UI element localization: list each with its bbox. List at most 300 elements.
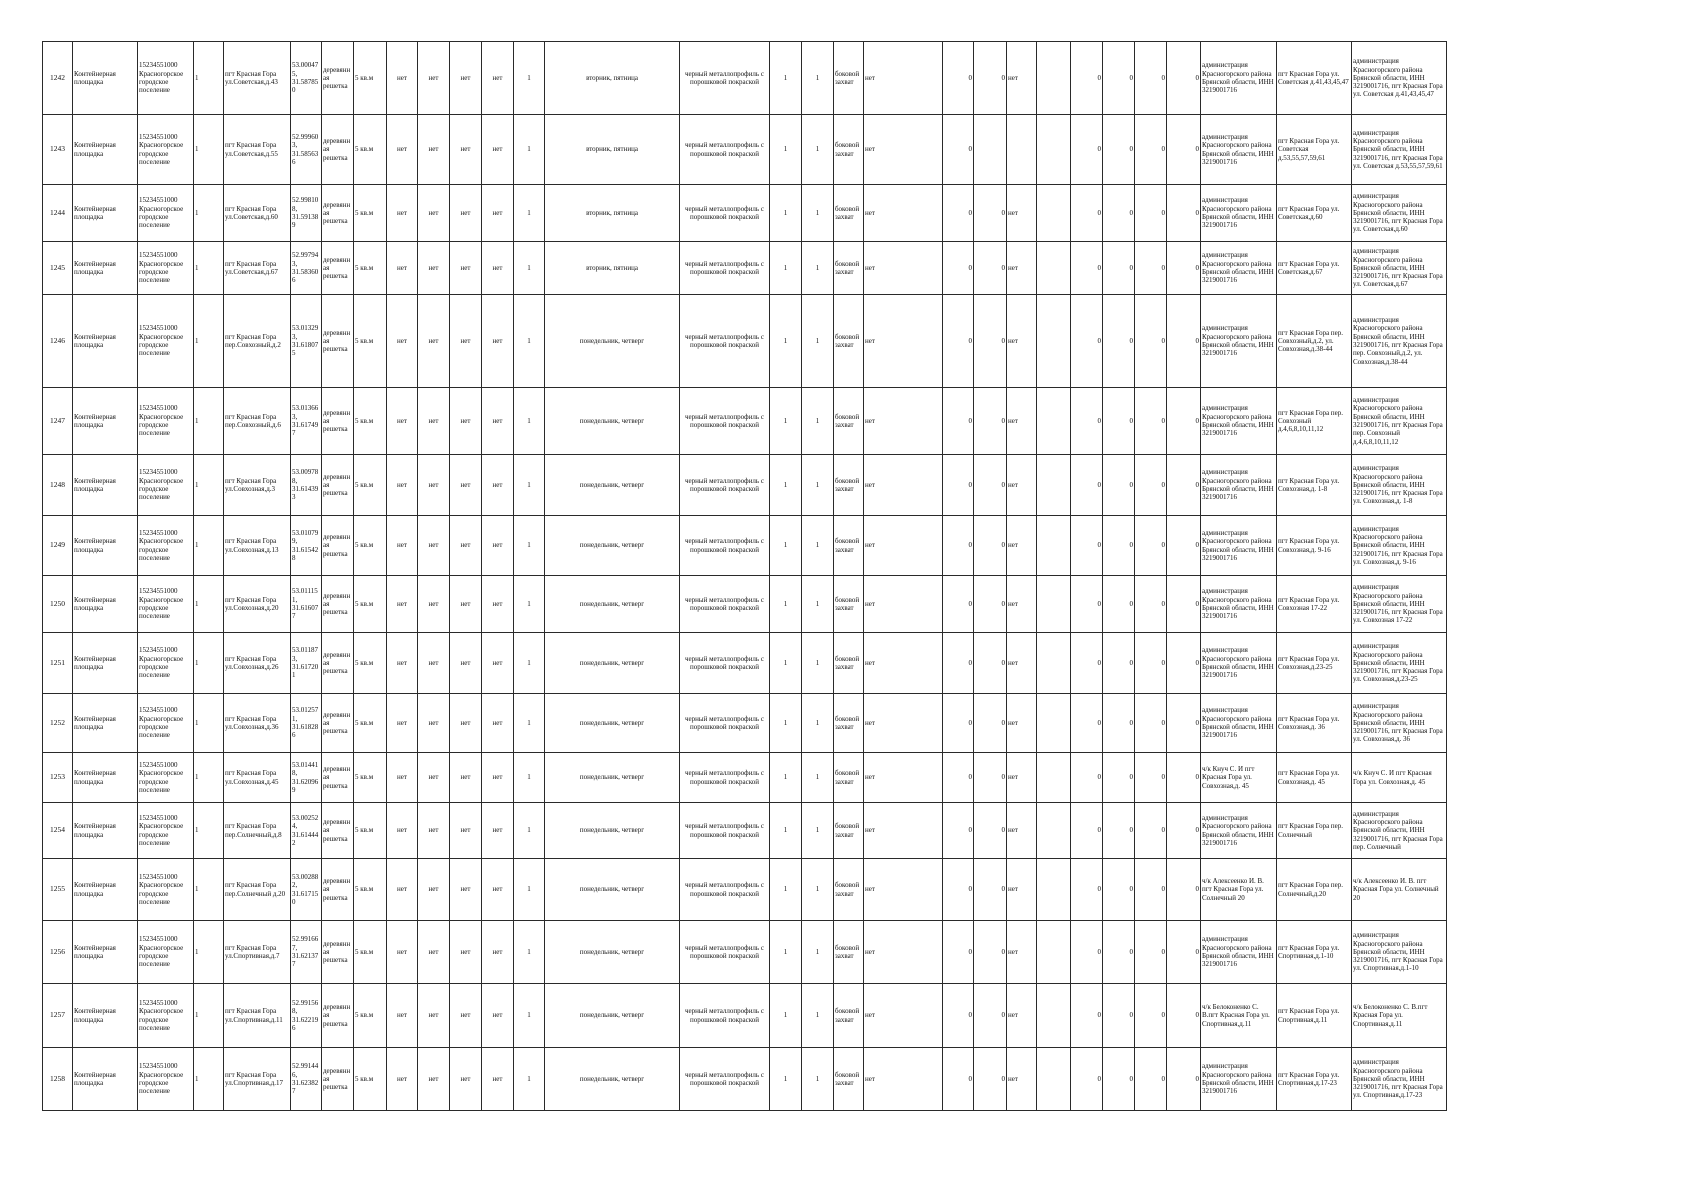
table-row [43,516,1447,576]
cell-owner: администрация Красногорского района Брянской области, ИНН 3219001716 [1201,921,1277,984]
cell-z4: 0 [1103,984,1135,1048]
cell-k2: 1 [802,242,834,295]
cell-f5: нет [864,388,943,455]
cell-z1: 0 [943,694,974,753]
cell-coords: 53.013293, 31.618075 [291,295,322,388]
cell-num: 1250 [43,576,73,633]
cell-f2: нет [418,633,450,694]
table-row [43,803,1447,859]
cell-days: понедельник, четверг [545,295,680,388]
cell-f5: нет [864,185,943,242]
cell-coords: 52.991446, 31.623827 [291,1048,322,1111]
cell-blank [1037,455,1071,516]
cell-k2: 1 [802,516,834,576]
cell-z2 [974,115,1007,185]
cell-f2: нет [418,388,450,455]
cell-coords: 53.013663, 31.617497 [291,388,322,455]
cell-num: 1258 [43,1048,73,1111]
cell-z3: 0 [1071,803,1103,859]
cell-area: 5 кв.м [354,242,387,295]
cell-f1: нет [387,576,418,633]
cell-z6: 0 [1167,1048,1201,1111]
cell-k2: 1 [802,1048,834,1111]
cell-f4: нет [482,185,514,242]
cell-source: администрация Красногорского района Брянской области, ИНН 3219001716, пгт Красная Гора пер. Совхозный д.4,6,8,10,11,12 [1352,388,1447,455]
cell-f4: нет [482,1048,514,1111]
cell-f2: нет [418,516,450,576]
cell-z4: 0 [1103,295,1135,388]
cell-oktmo: 15234551000 Красногорское городское поселение [138,859,194,921]
cell-blank [1037,185,1071,242]
cell-k1: 1 [770,753,802,803]
table-row [43,1048,1447,1111]
cell-z3: 0 [1071,42,1103,115]
cell-pickup: боковой захват [834,455,864,516]
cell-z5: 0 [1135,1048,1167,1111]
cell-f2: нет [418,455,450,516]
cell-z3: 0 [1071,455,1103,516]
cell-surface: деревянная решетка [322,803,354,859]
cell-f3: нет [450,984,482,1048]
cell-address: пгт Красная Гора пер.Солнечный д.20 [224,859,291,921]
cell-source: администрация Красногорского района Брянской области, ИНН 3219001716, пгт Красная Гора ул. Совхозная,д.23-25 [1352,633,1447,694]
cell-f6: нет [1007,516,1037,576]
cell-num: 1251 [43,633,73,694]
cell-type: Контейнерная площадка [73,633,138,694]
cell-days: вторник, пятница [545,115,680,185]
cell-days: вторник, пятница [545,185,680,242]
cell-z6: 0 [1167,633,1201,694]
cell-z4: 0 [1103,576,1135,633]
cell-z6: 0 [1167,185,1201,242]
cell-pickup: боковой захват [834,694,864,753]
cell-f1: нет [387,753,418,803]
cell-type: Контейнерная площадка [73,455,138,516]
cell-z1: 0 [943,921,974,984]
cell-z1: 0 [943,1048,974,1111]
cell-source: администрация Красногорского района Брянской области, ИНН 3219001716, пгт Красная Гора ул. Советская д.53,55,57,59,61 [1352,115,1447,185]
cell-f1: нет [387,859,418,921]
cell-f4: нет [482,455,514,516]
cell-material: черный металлопрофиль с порошковой покраской [680,295,770,388]
cell-oktmo: 15234551000 Красногорское городское поселение [138,576,194,633]
cell-f2: нет [418,42,450,115]
cell-f6: нет [1007,576,1037,633]
cell-z2: 0 [974,984,1007,1048]
cell-type: Контейнерная площадка [73,115,138,185]
cell-k1: 1 [770,295,802,388]
cell-served: пгт Красная Гора ул. Совхозная,д.23-25 [1277,633,1352,694]
cell-f5: нет [864,516,943,576]
cell-address: пгт Красная Гора ул.Совхозная,д.20 [224,576,291,633]
cell-days: понедельник, четверг [545,803,680,859]
cell-f6: нет [1007,185,1037,242]
cell-area: 5 кв.м [354,185,387,242]
cell-z3: 0 [1071,576,1103,633]
cell-days: понедельник, четверг [545,516,680,576]
cell-z4: 0 [1103,859,1135,921]
cell-z2: 0 [974,576,1007,633]
cell-f2: нет [418,694,450,753]
cell-address: пгт Красная Гора пер.Совхозный,д.2 [224,295,291,388]
table-row [43,295,1447,388]
cell-oktmo: 15234551000 Красногорское городское поселение [138,984,194,1048]
cell-pickup: боковой захват [834,1048,864,1111]
cell-z6: 0 [1167,803,1201,859]
table-row [43,388,1447,455]
cell-z2: 0 [974,803,1007,859]
cell-z6: 0 [1167,694,1201,753]
cell-f2: нет [418,859,450,921]
cell-z1: 0 [943,388,974,455]
cell-surface: деревянная решетка [322,185,354,242]
cell-source: ч/к Белоконенко С. В.пгт Красная Гора ул. Спортивная,д.11 [1352,984,1447,1048]
cell-z5: 0 [1135,185,1167,242]
cell-z2: 0 [974,455,1007,516]
cell-num: 1247 [43,388,73,455]
cell-owner: ч/к Кнуч С. И пгт Красная Гора ул. Совхозная,д. 45 [1201,753,1277,803]
cell-f2: нет [418,242,450,295]
cell-z1: 0 [943,42,974,115]
cell-surface: деревянная решетка [322,242,354,295]
cell-cnt: 1 [514,803,545,859]
cell-z5: 0 [1135,455,1167,516]
cell-days: понедельник, четверг [545,633,680,694]
cell-f1: нет [387,185,418,242]
cell-area: 5 кв.м [354,984,387,1048]
cell-f3: нет [450,455,482,516]
cell-f2: нет [418,921,450,984]
table-row [43,576,1447,633]
table-row [43,984,1447,1048]
cell-cnt: 1 [514,295,545,388]
cell-f3: нет [450,803,482,859]
cell-oktmo: 15234551000 Красногорское городское поселение [138,694,194,753]
cell-z4: 0 [1103,455,1135,516]
cell-cnt: 1 [514,42,545,115]
cell-z1: 0 [943,859,974,921]
cell-z3: 0 [1071,633,1103,694]
cell-z4: 0 [1103,185,1135,242]
cell-z6: 0 [1167,42,1201,115]
cell-owner: администрация Красногорского района Брянской области, ИНН 3219001716 [1201,115,1277,185]
cell-material: черный металлопрофиль с порошковой покраской [680,516,770,576]
cell-days: понедельник, четверг [545,984,680,1048]
cell-num: 1252 [43,694,73,753]
cell-f3: нет [450,242,482,295]
cell-num: 1244 [43,185,73,242]
cell-k2: 1 [802,185,834,242]
cell-owner: администрация Красногорского района Брянской области, ИНН 3219001716 [1201,694,1277,753]
cell-type: Контейнерная площадка [73,516,138,576]
cell-area: 5 кв.м [354,803,387,859]
cell-material: черный металлопрофиль с порошковой покраской [680,242,770,295]
cell-z4: 0 [1103,1048,1135,1111]
cell-owner: ч/к Белоконенко С. В.пгт Красная Гора ул. Спортивная,д.11 [1201,984,1277,1048]
cell-z2: 0 [974,1048,1007,1111]
cell-f5: нет [864,803,943,859]
cell-type: Контейнерная площадка [73,984,138,1048]
cell-z5: 0 [1135,694,1167,753]
cell-surface: деревянная решетка [322,576,354,633]
cell-k1: 1 [770,455,802,516]
cell-z1: 0 [943,516,974,576]
cell-f6: нет [1007,295,1037,388]
cell-type: Контейнерная площадка [73,753,138,803]
cell-f4: нет [482,242,514,295]
cell-source: администрация Красногорского района Брянской области, ИНН 3219001716, пгт Красная Гора ул. Совхозная,д. 9-16 [1352,516,1447,576]
cell-address: пгт Красная Гора ул.Совхозная,д.3 [224,455,291,516]
cell-z6: 0 [1167,984,1201,1048]
cell-surface: деревянная решетка [322,295,354,388]
cell-material: черный металлопрофиль с порошковой покраской [680,921,770,984]
cell-served: пгт Красная Гора ул. Совхозная,д. 36 [1277,694,1352,753]
cell-address: пгт Красная Гора ул.Советская,д.60 [224,185,291,242]
cell-oktmo: 15234551000 Красногорское городское поселение [138,185,194,242]
cell-z3: 0 [1071,1048,1103,1111]
cell-type: Контейнерная площадка [73,803,138,859]
cell-z2: 0 [974,921,1007,984]
cell-material: черный металлопрофиль с порошковой покраской [680,388,770,455]
cell-z4: 0 [1103,803,1135,859]
cell-coords: 53.012571, 31.618286 [291,694,322,753]
cell-f5: нет [864,455,943,516]
table-row [43,694,1447,753]
cell-type: Контейнерная площадка [73,242,138,295]
cell-k1: 1 [770,516,802,576]
cell-owner: администрация Красногорского района Брянской области, ИНН 3219001716 [1201,1048,1277,1111]
cell-area: 5 кв.м [354,859,387,921]
cell-source: администрация Красногорского района Брянской области, ИНН 3219001716, пгт Красная Гора пер. Совхозный,д.2, ул. Совхозная,д.38-44 [1352,295,1447,388]
cell-material: черный металлопрофиль с порошковой покраской [680,115,770,185]
cell-coords: 53.000475, 31.587850 [291,42,322,115]
cell-z5: 0 [1135,859,1167,921]
cell-type: Контейнерная площадка [73,388,138,455]
cell-z6: 0 [1167,295,1201,388]
cell-k1: 1 [770,803,802,859]
cell-f6: нет [1007,455,1037,516]
cell-f2: нет [418,984,450,1048]
cell-z3: 0 [1071,388,1103,455]
cell-z2: 0 [974,753,1007,803]
cell-k2: 1 [802,388,834,455]
cell-oktmo: 15234551000 Красногорское городское поселение [138,455,194,516]
cell-cnt: 1 [514,633,545,694]
cell-surface: деревянная решетка [322,694,354,753]
cell-served: пгт Красная Гора ул. Советская,д.67 [1277,242,1352,295]
cell-pickup: боковой захват [834,242,864,295]
cell-k1: 1 [770,921,802,984]
cell-served: пгт Красная Гора ул. Советская д.41,43,45,47 [1277,42,1352,115]
cell-k2: 1 [802,921,834,984]
cell-z5: 0 [1135,295,1167,388]
cell-f6 [1007,115,1037,185]
cell-served: пгт Красная Гора пер. Солнечный,д.20 [1277,859,1352,921]
cell-days: вторник, пятница [545,242,680,295]
cell-z5: 0 [1135,42,1167,115]
cell-f5: нет [864,633,943,694]
cell-cnt: 1 [514,516,545,576]
cell-blank [1037,694,1071,753]
cell-f5: нет [864,984,943,1048]
cell-pickup: боковой захват [834,921,864,984]
cell-z6: 0 [1167,388,1201,455]
cell-f6: нет [1007,859,1037,921]
cell-z3: 0 [1071,753,1103,803]
cell-address: пгт Красная Гора ул.Совхозная,д.36 [224,694,291,753]
cell-f3: нет [450,516,482,576]
cell-pickup: боковой захват [834,984,864,1048]
cell-z1: 0 [943,753,974,803]
cell-owner: администрация Красногорского района Брянской области, ИНН 3219001716 [1201,576,1277,633]
cell-source: администрация Красногорского района Брянской области, ИНН 3219001716, пгт Красная Гора ул. Совхозная,д. 1-8 [1352,455,1447,516]
cell-pickup: боковой захват [834,295,864,388]
cell-area: 5 кв.м [354,921,387,984]
cell-blank [1037,753,1071,803]
cell-surface: деревянная решетка [322,1048,354,1111]
cell-z3: 0 [1071,859,1103,921]
cell-z6: 0 [1167,242,1201,295]
cell-f1: нет [387,921,418,984]
cell-source: администрация Красногорского района Брянской области, ИНН 3219001716, пгт Красная Гора ул. Советская д.41,43,45,47 [1352,42,1447,115]
cell-k2: 1 [802,984,834,1048]
cell-f4: нет [482,516,514,576]
cell-cnt: 1 [514,115,545,185]
cell-z5: 0 [1135,921,1167,984]
cell-f4: нет [482,633,514,694]
cell-z5: 0 [1135,388,1167,455]
table-body [43,42,1447,1111]
cell-days: понедельник, четверг [545,859,680,921]
cell-days: понедельник, четверг [545,388,680,455]
cell-coords: 52.999603, 31.585636 [291,115,322,185]
cell-coords: 53.002524, 31.614442 [291,803,322,859]
cell-f5: нет [864,576,943,633]
cell-z2: 0 [974,185,1007,242]
cell-qty: 1 [194,633,224,694]
cell-pickup: боковой захват [834,803,864,859]
cell-num: 1255 [43,859,73,921]
cell-z4: 0 [1103,694,1135,753]
cell-cnt: 1 [514,242,545,295]
cell-f4: нет [482,921,514,984]
cell-coords: 52.991667, 31.621377 [291,921,322,984]
cell-qty: 1 [194,185,224,242]
cell-qty: 1 [194,859,224,921]
cell-served: пгт Красная Гора ул. Спортивная,д.17-23 [1277,1048,1352,1111]
registry-table [42,41,1447,1111]
cell-source: администрация Красногорского района Брянской области, ИНН 3219001716, пгт Красная Гора ул. Советская,д.67 [1352,242,1447,295]
cell-k1: 1 [770,1048,802,1111]
cell-type: Контейнерная площадка [73,185,138,242]
cell-f1: нет [387,242,418,295]
cell-f5: нет [864,42,943,115]
cell-z1: 0 [943,115,974,185]
cell-served: пгт Красная Гора пер. Совхозный,д.2, ул. Совхозная,д.38-44 [1277,295,1352,388]
cell-oktmo: 15234551000 Красногорское городское поселение [138,633,194,694]
cell-blank [1037,42,1071,115]
cell-z6: 0 [1167,115,1201,185]
cell-z3: 0 [1071,115,1103,185]
cell-blank [1037,803,1071,859]
cell-z6: 0 [1167,455,1201,516]
cell-surface: деревянная решетка [322,859,354,921]
cell-z3: 0 [1071,694,1103,753]
cell-surface: деревянная решетка [322,633,354,694]
cell-type: Контейнерная площадка [73,921,138,984]
cell-z5: 0 [1135,242,1167,295]
cell-area: 5 кв.м [354,753,387,803]
cell-k1: 1 [770,185,802,242]
cell-address: пгт Красная Гора ул.Спортивная,д.17 [224,1048,291,1111]
cell-surface: деревянная решетка [322,115,354,185]
cell-source: администрация Красногорского района Брянской области, ИНН 3219001716, пгт Красная Гора ул. Совхозная 17-22 [1352,576,1447,633]
cell-f1: нет [387,1048,418,1111]
cell-coords: 52.997943, 31.583606 [291,242,322,295]
cell-f6: нет [1007,694,1037,753]
cell-cnt: 1 [514,388,545,455]
cell-f2: нет [418,753,450,803]
cell-z6: 0 [1167,859,1201,921]
cell-f4: нет [482,388,514,455]
table-row [43,115,1447,185]
cell-served: пгт Красная Гора ул. Советская,д.60 [1277,185,1352,242]
cell-k2: 1 [802,42,834,115]
cell-qty: 1 [194,576,224,633]
cell-material: черный металлопрофиль с порошковой покраской [680,42,770,115]
cell-z2: 0 [974,694,1007,753]
cell-f3: нет [450,1048,482,1111]
cell-served: пгт Красная Гора ул. Совхозная,д. 9-16 [1277,516,1352,576]
cell-address: пгт Красная Гора ул.Совхозная,д.26 [224,633,291,694]
cell-days: понедельник, четверг [545,921,680,984]
cell-f2: нет [418,576,450,633]
cell-oktmo: 15234551000 Красногорское городское поселение [138,516,194,576]
cell-pickup: боковой захват [834,633,864,694]
cell-k2: 1 [802,859,834,921]
cell-z1: 0 [943,576,974,633]
cell-qty: 1 [194,921,224,984]
cell-z6: 0 [1167,516,1201,576]
cell-area: 5 кв.м [354,633,387,694]
cell-address: пгт Красная Гора ул.Советская,д.43 [224,42,291,115]
cell-owner: администрация Красногорского района Брянской области, ИНН 3219001716 [1201,295,1277,388]
cell-f2: нет [418,803,450,859]
cell-served: пгт Красная Гора ул. Спортивная,д.1-10 [1277,921,1352,984]
cell-f4: нет [482,803,514,859]
cell-z5: 0 [1135,633,1167,694]
cell-owner: администрация Красногорского района Брянской области, ИНН 3219001716 [1201,516,1277,576]
cell-f1: нет [387,984,418,1048]
cell-f5: нет [864,295,943,388]
cell-served: пгт Красная Гора ул. Совхозная,д. 45 [1277,753,1352,803]
cell-source: администрация Красногорского района Брянской области, ИНН 3219001716, пгт Красная Гора ул. Спортивная,д.1-10 [1352,921,1447,984]
cell-cnt: 1 [514,455,545,516]
cell-f6: нет [1007,633,1037,694]
cell-z2: 0 [974,516,1007,576]
cell-address: пгт Красная Гора ул.Совхозная,д.45 [224,753,291,803]
cell-pickup: боковой захват [834,115,864,185]
cell-f1: нет [387,516,418,576]
cell-area: 5 кв.м [354,388,387,455]
cell-f5: нет [864,753,943,803]
cell-k2: 1 [802,694,834,753]
cell-f3: нет [450,388,482,455]
cell-f1: нет [387,455,418,516]
cell-blank [1037,115,1071,185]
cell-f5: нет [864,859,943,921]
cell-oktmo: 15234551000 Красногорское городское поселение [138,753,194,803]
